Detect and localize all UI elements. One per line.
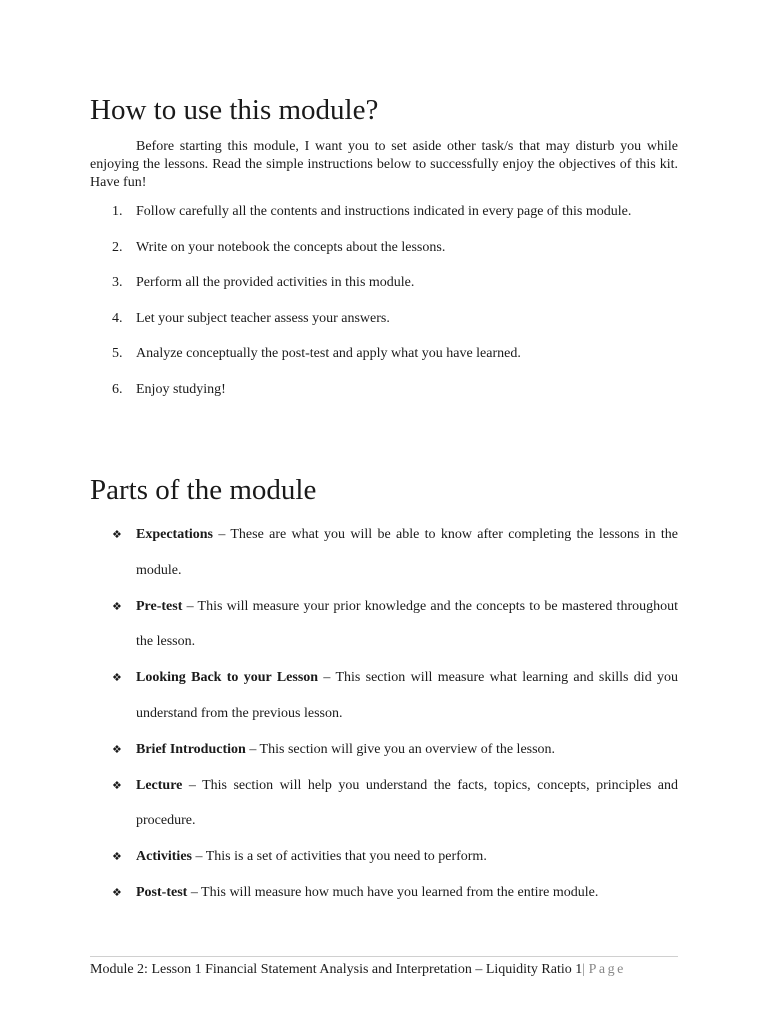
list-item xyxy=(90,660,678,732)
part-description: – This is a set of activities that you need to perform. xyxy=(191,849,487,865)
footer-text: Module 2: Lesson 1 Financial Statement Analysis and Interpretation – Liquidity Ratio xyxy=(90,962,572,977)
diamond-bullet-icon: ❖ xyxy=(112,528,122,541)
list-item-text: Write on your notebook the concepts about the lessons. xyxy=(136,239,446,255)
list-number: 1. xyxy=(112,204,123,219)
part-term: Brief Introduction xyxy=(136,741,246,757)
intro-paragraph: Before starting this module, I want you to set aside other task/s that may disturb you while enjoying the lessons. Read the simple instructions below to successfully enjoy the objectives of this kit. Have fun! xyxy=(90,139,678,190)
page-word: Page xyxy=(588,962,626,977)
diamond-bullet-icon: ❖ xyxy=(112,885,122,899)
diamond-bullet-icon: ❖ xyxy=(112,671,122,685)
list-number: 4. xyxy=(112,310,123,326)
list-item-text: Enjoy studying! xyxy=(136,381,226,397)
list-item xyxy=(90,839,678,875)
page-number: 1 xyxy=(575,962,583,977)
part-description: – This will measure your prior knowledge and the concepts to be mastered throughout the lesson. xyxy=(136,598,678,650)
list-number: 3. xyxy=(112,275,123,291)
section-title-how-to-use: How to use this module? xyxy=(90,94,379,126)
list-number: 5. xyxy=(112,346,123,362)
page-footer xyxy=(90,956,678,980)
part-term: Looking Back to your Lesson xyxy=(136,670,319,686)
list-item xyxy=(90,203,678,239)
diamond-bullet-icon: ❖ xyxy=(112,850,122,864)
part-term: Pre-test xyxy=(136,598,183,614)
list-item xyxy=(90,381,678,417)
diamond-bullet-icon: ❖ xyxy=(112,778,122,792)
instructions-list xyxy=(90,203,678,417)
module-parts-list xyxy=(90,517,678,911)
list-number: 6. xyxy=(112,381,123,397)
list-item xyxy=(90,239,678,275)
part-term: Expectations xyxy=(136,527,213,542)
part-description: – This section will measure what learning and skills did you understand from the previous lesson. xyxy=(136,670,679,721)
list-item xyxy=(90,517,678,589)
part-term: Activities xyxy=(136,849,192,865)
list-item xyxy=(90,589,678,661)
part-description: – These are what you will be able to know after completing the lessons in the module. xyxy=(136,527,678,578)
list-item xyxy=(90,274,678,310)
list-item-text: Let your subject teacher assess your answers. xyxy=(136,310,390,326)
list-item-text: Analyze conceptually the post-test and apply what you have learned. xyxy=(136,346,521,362)
list-item xyxy=(90,768,678,840)
part-description: – This will measure how much have you learned from the entire module. xyxy=(187,884,599,900)
list-item xyxy=(90,732,678,768)
list-item xyxy=(90,310,678,346)
list-item xyxy=(90,875,678,911)
part-description: – This section will help you understand the facts, topics, concepts, principles and procedure. xyxy=(136,777,678,829)
diamond-bullet-icon: ❖ xyxy=(112,742,122,756)
diamond-bullet-icon: ❖ xyxy=(112,599,122,613)
list-item xyxy=(90,345,678,381)
list-number: 2. xyxy=(112,239,123,255)
part-description: – This section will give you an overview of the lesson. xyxy=(245,741,556,757)
part-term: Post-test xyxy=(136,884,188,900)
part-term: Lecture xyxy=(136,777,183,793)
list-item-text: Follow carefully all the contents and instructions indicated in every page of this module. xyxy=(136,204,632,219)
footer-separator: | xyxy=(582,962,586,977)
list-item-text: Perform all the provided activities in this module. xyxy=(136,275,415,291)
section-title-parts: Parts of the module xyxy=(90,474,317,506)
